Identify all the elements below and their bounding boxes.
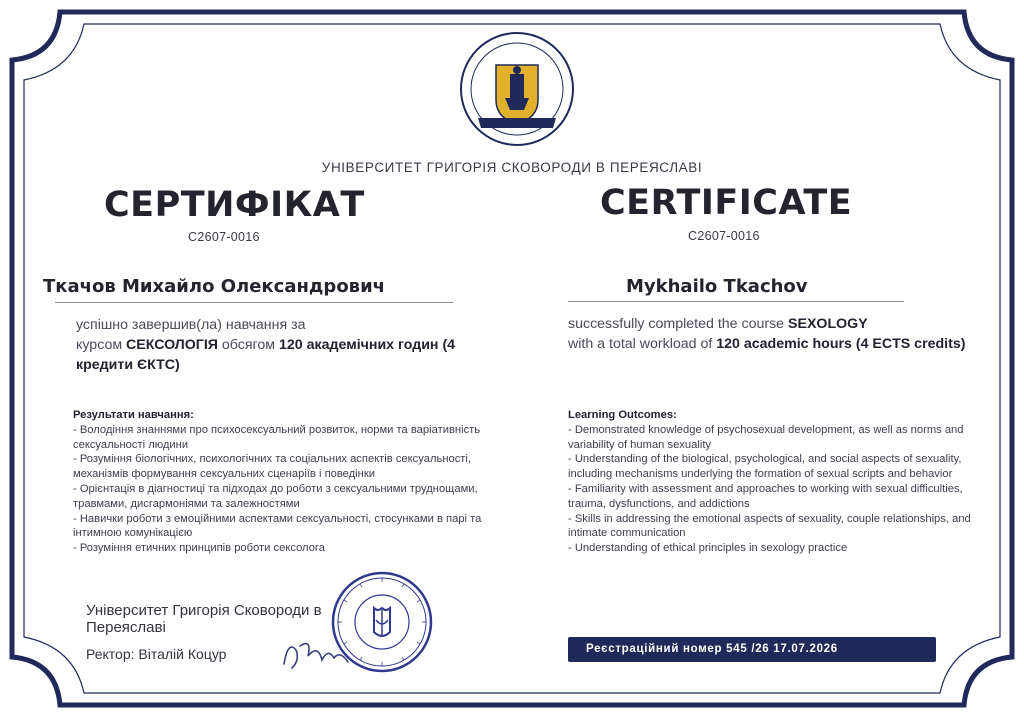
outcome-item: - Орієнтація в діагностиці та підходах до роботи з сексуальними труднощами, травмами, дисгармоніями та залежностями xyxy=(73,482,478,510)
certificate-title-ua: СЕРТИФІКАТ xyxy=(104,185,365,225)
outcome-item: - Володіння знаннями про психосексуальний розвиток, норми та варіативність сексуальності людини xyxy=(73,423,481,451)
summary-text: with a total workload of xyxy=(568,336,717,352)
signature-university: Університет Григорія Сковороди в Переяславі xyxy=(86,602,322,636)
outcomes-heading: Результати навчання: xyxy=(73,409,194,421)
course-summary-ua xyxy=(76,315,476,375)
course-name: СЕКСОЛОГІЯ xyxy=(126,337,218,353)
summary-text: successfully completed the course xyxy=(568,316,789,332)
university-title: УНІВЕРСИТЕТ ГРИГОРІЯ СКОВОРОДИ В ПЕРЕЯСЛАВІ xyxy=(321,160,703,175)
course-name: SEXOLOGY xyxy=(788,316,868,332)
summary-text: обсягом xyxy=(217,337,279,353)
outcome-item: - Розуміння етичних принципів роботи сексолога xyxy=(73,542,325,555)
outcome-item: - Understanding of ethical principles in sexology practice xyxy=(568,542,848,555)
outcome-item: - Understanding of the biological, psychological, and social aspects of sexuality, including mechanisms underlying the formation of sexual scripts and behavior xyxy=(568,453,962,481)
learning-outcomes-ua xyxy=(73,408,483,556)
course-hours: 120 академічних годин (4 кредити ЄКТС) xyxy=(76,337,456,373)
recipient-name-ua: Ткачов Михайло Олександрович xyxy=(43,276,386,297)
outcome-item: - Familiarity with assessment and approaches to working with sexual difficulties, trauma, dysfunctions, and addictions xyxy=(568,482,963,510)
outcome-item: - Розуміння біологічних, психологічних та соціальних аспектів сексуальності, механізмів формування сексуальних сценаріїв і поведінки xyxy=(73,453,472,481)
outcome-item: - Навички роботи з емоційними аспектами сексуальності, стосунками в парі та інтимною комунікацією xyxy=(73,512,482,540)
summary-text: курсом xyxy=(76,337,127,353)
summary-text: успішно завершив(ла) навчання за xyxy=(76,317,306,333)
official-stamp xyxy=(330,570,434,674)
outcome-item: - Demonstrated knowledge of psychosexual development, as well as norms and variability of human sexuality xyxy=(568,423,964,451)
recipient-name-en: Mykhailo Tkachov xyxy=(626,276,808,297)
certificate-title-en: CERTIFICATE xyxy=(600,183,853,223)
rector-name: Ректор: Віталій Коцур xyxy=(86,646,227,662)
certificate-id-en: C2607-0016 xyxy=(688,229,760,243)
certificate-id-ua: C2607-0016 xyxy=(188,230,260,244)
course-hours: 120 academic hours (4 ECTS credits) xyxy=(716,336,966,352)
outcome-item: - Skills in addressing the emotional aspects of sexuality, couple relationships, and intimate communication xyxy=(568,512,971,540)
university-logo xyxy=(458,30,576,148)
course-summary-en xyxy=(568,314,968,354)
name-underline-ua xyxy=(55,302,453,303)
outcomes-heading: Learning Outcomes: xyxy=(568,409,677,421)
learning-outcomes-en xyxy=(568,408,978,556)
registration-number-badge: Реєстраційний номер 545 /26 17.07.2026 xyxy=(568,637,936,662)
name-underline-en xyxy=(568,301,904,302)
